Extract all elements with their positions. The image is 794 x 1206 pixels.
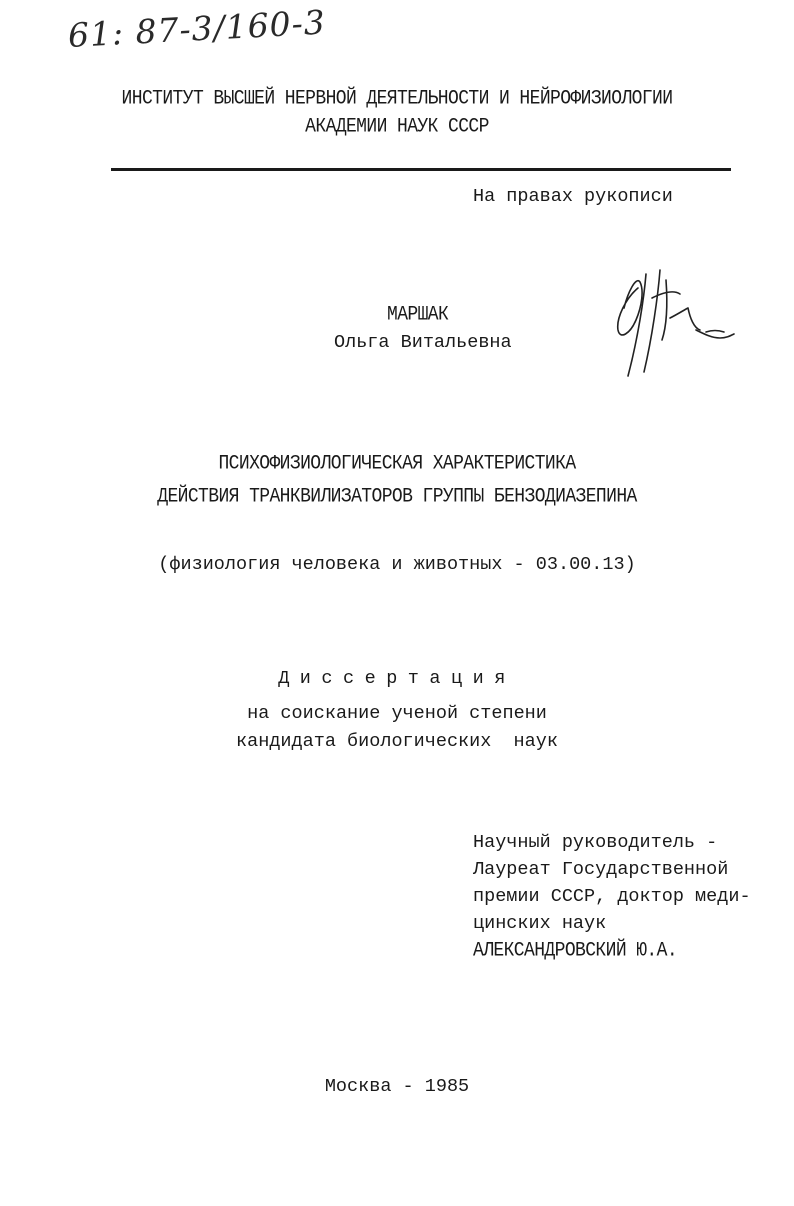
header-divider xyxy=(111,168,731,171)
author-surname: МАРШАК xyxy=(387,303,449,327)
dissertation-label: Диссертация xyxy=(278,668,516,689)
dissertation-title-line1: ПСИХОФИЗИОЛОГИЧЕСКАЯ ХАРАКТЕРИСТИКА xyxy=(218,452,576,476)
institute-name-line2: АКАДЕМИИ НАУК СССР xyxy=(305,115,489,139)
degree-purpose-line2: кандидата биологических наук xyxy=(236,731,558,752)
degree-purpose-line1: на соискание ученой степени xyxy=(247,703,547,724)
supervisor-line1: Научный руководитель - xyxy=(473,832,718,853)
author-given-names: Ольга Витальевна xyxy=(334,332,512,353)
supervisor-name: АЛЕКСАНДРОВСКИЙ Ю.А. xyxy=(473,939,678,963)
manuscript-rights-note: На правах рукописи xyxy=(473,186,673,207)
supervisor-line2: Лауреат Государственной xyxy=(473,859,729,880)
supervisor-line3: премии СССР, доктор меди- xyxy=(473,886,751,907)
author-signature xyxy=(608,268,738,383)
institute-name-line1: ИНСТИТУТ ВЫСШЕЙ НЕРВНОЙ ДЕЯТЕЛЬНОСТИ И НЕЙРОФИЗИОЛОГИИ xyxy=(121,87,673,111)
archive-number: 61: 87-3/160-3 xyxy=(66,2,327,55)
place-and-year: Москва - 1985 xyxy=(324,1076,470,1097)
dissertation-title-line2: ДЕЙСТВИЯ ТРАНКВИЛИЗАТОРОВ ГРУППЫ БЕНЗОДИАЗЕПИНА xyxy=(157,485,637,509)
supervisor-line4: цинских наук xyxy=(473,913,607,934)
specialty-code: (физиология человека и животных - 03.00.13) xyxy=(158,554,636,575)
